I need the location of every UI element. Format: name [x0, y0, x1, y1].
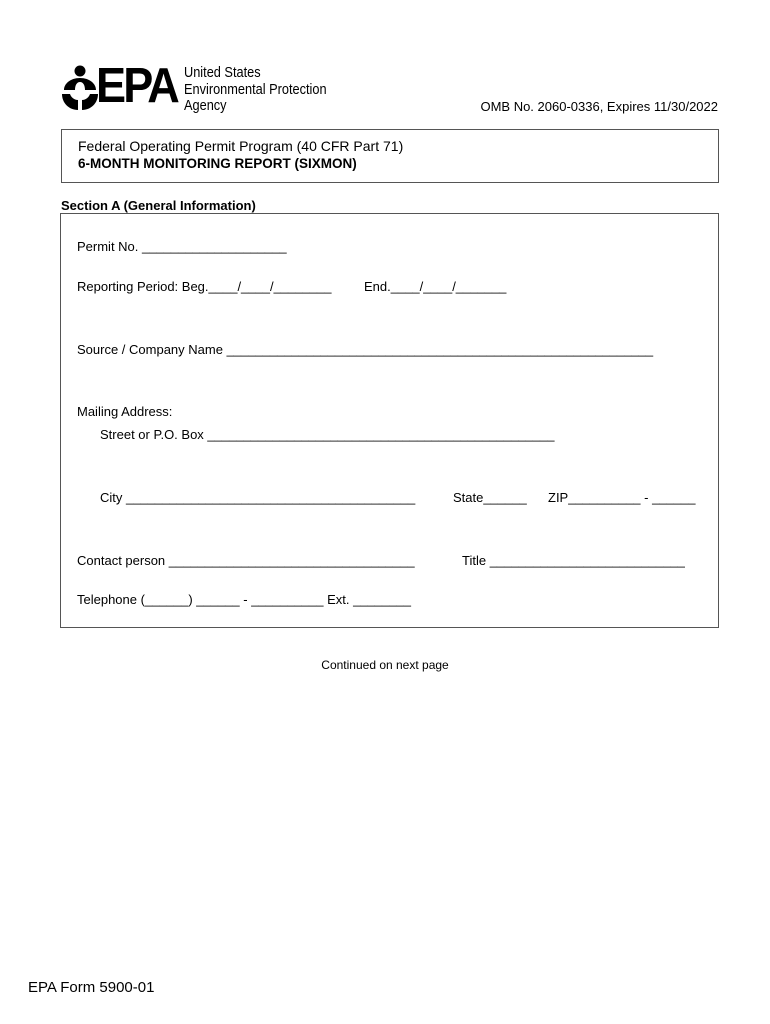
zip-field[interactable]: ZIP__________ - ______ — [548, 490, 696, 505]
state-field[interactable]: State______ — [453, 490, 527, 505]
agency-line: Agency — [184, 98, 227, 114]
program-title: Federal Operating Permit Program (40 CFR Part 71) — [78, 138, 404, 154]
contact-person-field[interactable]: Contact person __________________________________ — [77, 553, 415, 568]
report-title: 6-MONTH MONITORING REPORT (SIXMON) — [78, 156, 357, 171]
continued-note: Continued on next page — [321, 658, 449, 672]
street-field[interactable]: Street or P.O. Box ________________________________________________ — [100, 427, 555, 442]
reporting-period-begin-field[interactable]: Reporting Period: Beg.____/____/________ — [77, 279, 332, 294]
reporting-period-end-field[interactable]: End.____/____/_______ — [364, 279, 507, 294]
form-title-box — [61, 129, 719, 183]
epa-flower-icon — [60, 64, 100, 112]
omb-number: OMB No. 2060-0336, Expires 11/30/2022 — [480, 99, 718, 114]
epa-wordmark: EPA — [96, 59, 178, 113]
company-name-field[interactable]: Source / Company Name ___________________________________________________________ — [77, 342, 654, 357]
agency-name — [184, 65, 327, 115]
epa-logo — [60, 59, 360, 114]
form-number: EPA Form 5900-01 — [28, 979, 155, 996]
mailing-address-label: Mailing Address: — [77, 404, 173, 419]
telephone-field[interactable]: Telephone (______) ______ - __________ Ext. ________ — [77, 592, 411, 607]
agency-line: Environmental Protection — [184, 81, 327, 98]
city-field[interactable]: City ________________________________________ — [100, 490, 416, 505]
section-a-heading: Section A (General Information) — [61, 198, 256, 213]
agency-line: United States — [184, 65, 261, 81]
permit-number-field[interactable]: Permit No. ____________________ — [77, 239, 287, 254]
contact-title-field[interactable]: Title ___________________________ — [462, 553, 685, 568]
general-information-box — [60, 213, 719, 628]
